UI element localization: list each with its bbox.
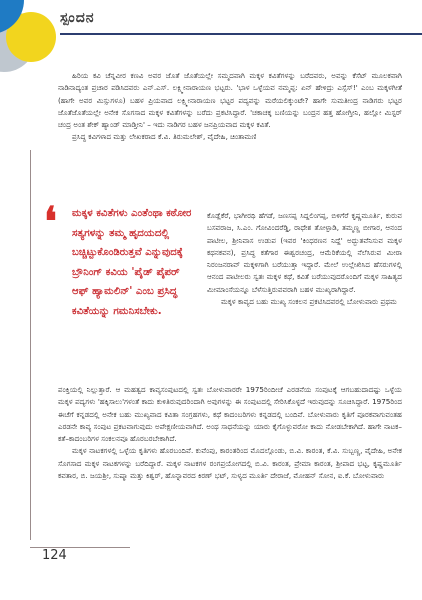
intro-paragraph-2: ಪ್ರಸಿದ್ಧ ಕವಿಗಳಾದ ಮತ್ತು ಲೇಖಕರಾದ ಕೆ.ವಿ. ತಿರುಮಲೇಶ್, ವೈದೇಹಿ, ಚಿಂತಾಮಣಿ xyxy=(72,132,257,142)
quote-mark-icon: ❛ xyxy=(44,198,57,245)
main-text xyxy=(58,384,402,482)
intro-paragraph-1: ಹಿರಿಯ ಕವಿ ಚೆನ್ನವೀರ ಕಣವಿ ಅವರ ಜೊತೆ ಜೊತೆಯಲ್ಲೇ ಸಮ್ಮದವಾಗಿ ಮಕ್ಕಳ ಕವಿತೆಗಳನ್ನು ಬರೆದವರು, ಅವನ್ನು ಕೆಸೆಟ್ ಮೂಲಕವಾಗಿ ನಾಡಿನಾದ್ಯಂತ ಪ್ರಚಾರ ಪಡಿಸಿದವರು ಎನ್.ಎಸ್. ಲಕ್ಷ್ಮೀನಾರಾಯಣ ಭಟ್ಟರು. 'ಭಾಳ ಒಳ್ಳೆಯವ ನಮ್ಮಪ್ಪ: ಏನ್ ಹೇಳಿದ್ರು ಎಸ್ಸೆಸ್!' ಎಂಬ ಮಕ್ಕಳಗೀತೆ (ಹಾಗೇ ಅವರ ಮಿಸ್ಸುಗಳೂ) ಬಹಳ ಪ್ರಿಯವಾದ ಲಕ್ಷ್ಮೀನಾರಾಯಣ ಭಟ್ಟರ ಪದ್ಯವನ್ನು ಮರೆಯಲಿಕ್ಕುಂಟೇ? ಹಾಗೇ ಸುಮತೀಂದ್ರ ನಾಡಿಗರು ಭಟ್ಟರ ಜೊತೆಜೊತೆಯಲ್ಲೇ ಅನೇಕ ಸೊಗಸಾದ ಮಕ್ಕಳ ಕವಿತೆಗಳನ್ನು ಬರೆದು ಪ್ರಕಟಿಸಿದ್ದಾರೆ. 'ಚಕಾಚಕ್ಕ ಬಣಿಯನ್ನು ಬಂದ್ರನ ಹತ್ತ ಹೋಗ್ತೀನಿ, ಹಲ್ಲೋ ಮಿಸ್ಟರ್ ಚಂದ್ರ ಅಂತ ಶೇಕ್ ಹ್ಯಾಂಡ್ ಮಾಡ್ತೀನಿ' – ಇದು ನಾಡಿಗರ ಬಹಳ ಜನಪ್ರಿಯವಾದ ಮಕ್ಕಳ ಕವಿತೆ. xyxy=(58,71,402,130)
right-column-paragraph-1: ಕೊಡ್ಲೆಕೆರೆ, ಭಾಗೀರಥಿ ಹೆಗಡೆ, ಜಣಸಪ್ಪ ಸಿದ್ದಲಿಂಗಪ್ಪ, ಬಿಳಿಗೆರೆ ಕೃಷ್ಣಮೂರ್ತಿ, ಕುರುವ ಬಸವರಾಜ, ಸಿ.ಎಂ. ಗೋವಿಂದರೆಡ್ಡಿ, ರಾಧೇಶ ತೋಳ್ಪಾಡಿ, ತಮ್ಮಣ್ಣ ಬೀಗಾರ, ಆನಂದ ಪಾಟೀಲ, ಶ್ರೀನಿವಾಸ ಉಡುಪ (ಇವರ 'ಕಿಂಧರಣನ ನಿದ್ದೆ' ಅದ್ಭುತವೆನಿಸುವ ಮಕ್ಕಳ ಕಥನಕವನ), ಪ್ರಸಿದ್ಧ ಕತೆಗಾರ ಈಶ್ವರಚಂದ್ರ, ಆಮೆರಿಕೆಯಲ್ಲಿ ನೆಲೆಸಿರುವ ಮೀರಾ ನಿರಂಜನರಾವ್ ಮಕ್ಕಳಿಗಾಗಿ ಬರೆಯುತ್ತಾ ಇದ್ದಾರೆ. ಮೇಲೆ ಉಲ್ಲೇಖಿಸಿದ ಹೆಸರುಗಳಲ್ಲಿ ಆನಂದ ಪಾಟೀಲರು ಸ್ವತಃ ಮಕ್ಕಳ ಕಥೆ, ಕವಿತೆ ಬರೆಯುವುದರೊಂದಿಗೆ ಮಕ್ಕಳ ಸಾಹಿತ್ಯದ ಮೀಮಾಂಸೆಯನ್ನೂ ಬೆಳೆಸುತ್ತಿರುವವರಾಗಿ ಬಹಳ ಮುಖ್ಯರಾಗಿದ್ದಾರೆ. xyxy=(207,211,402,294)
main-paragraph-2: ಮಕ್ಕಳ ನಾಟಕಗಳಲ್ಲಿ ಒಳ್ಳೆಯ ಕೃತಿಗಳು ಹೊರಬಂದಿವೆ. ಕುವೆಂಪು, ಕಾರಂತರಿಂದ ಮೊದಲ್ಗೊಂಡು, ಬಿ.ವಿ. ಕಾರಂತ, ಕೆ.ವಿ. ಸುಬ್ಬಣ್ಣ, ವೈದೇಹಿ, ಅನೇಕ ಸೊಗಸಾದ ಮಕ್ಕಳ ನಾಟಕಗಳನ್ನು ಬರೆದಿದ್ದಾರೆ. ಮಕ್ಕಳ ನಾಟಕಗಳ ರಂಗಪ್ರಯೋಗದಲ್ಲಿ ಬಿ.ವಿ. ಕಾರಂತ, ಪ್ರೇಮಾ ಕಾರಂತ, ಶ್ರೀಪಾದ ಭಟ್ಟ, ಕೃಷ್ಣಮೂರ್ತಿ ಕವತಾರ, ಬಿ. ಜಯಶ್ರೀ, ಸುಷ್ಮಾ ಮತ್ತು ಕಿಶ್ವರ್, ಹೊನ್ನಾವರದ ಕಿರಣ್ ಭಟ್, ಸುಳ್ಯದ ಮೂರ್ತಿ ದೇರಾಜೆ, ಮೋಹನ್ ಸೋನ, ಐ.ಕೆ. ಬೋಳುವಾರು xyxy=(58,446,402,481)
right-column-paragraph-2: ಮಕ್ಕಳ ಕಾವ್ಯದ ಬಹು ಮುಖ್ಯ ಸಂಕಲನ ಪ್ರಕಟಿಸಿದವರಲ್ಲಿ ಬೋಳುವಾರು ಪ್ರಥಮ xyxy=(221,297,397,307)
pull-quote: ಮಕ್ಕಳ ಕವಿತೆಗಳು ಎಂತೆಂಥಾ ಕಠೋರ ಸತ್ಯಗಳನ್ನು ತಮ್ಮ ಹೃದಯದಲ್ಲಿ ಬಚ್ಚಿಟ್ಟುಕೊಂಡಿರುತ್ತವೆ ಎನ್ನುವುದಕ್ಕೆ ಬ್ರೌನಿಂಗ್ ಕವಿಯ 'ಪೈಡ್ ಪೈಪರ್ ಆಫ್ ಹ್ಯಾಮಲಿನ್' ಎಂಬ ಪ್ರಸಿದ್ಧ ಕವಿತೆಯನ್ನು ಗಮನಿಸಬೇಕು. xyxy=(72,208,192,317)
header-rule xyxy=(60,33,422,35)
right-column-text xyxy=(207,210,402,308)
main-paragraph-1: ಪಂಕ್ತಿಯಲ್ಲಿ ನಿಲ್ಲುತ್ತಾರೆ. ಆ ಮಹತ್ವದ ಕಾವ್ಯಸಂಪುಟದಲ್ಲಿ ಸ್ವತಃ ಬೋಳುವಾರರೇ 1975ರಿಂದೀಚೆ ಎರಡನೆಯ ಸಂಪುಟಕ್ಕೆ ಆಗಬಹುದಾದಷ್ಟು ಒಳ್ಳೆಯ ಮಕ್ಕಳ ಪದ್ಯಗಳು 'ಹಕ್ಕಿಸಾಲು'ಗಳಂತೆ ಕಾದು ಕುಳಿತಿರುವುದರಿಂದಾಗಿ ಅವುಗಳನ್ನು ಈ ಸಂಪುಟದಲ್ಲಿ ಸೇರಿಸಿಕೊಳ್ಳದೆ ಇರುವುದನ್ನು ಸೂಚಿಸಿದ್ದಾರೆ. 1975ರಿಂದ ಈಚೆಗೆ ಕನ್ನಡದಲ್ಲಿ ಅನೇಕ ಬಹು ಮುಖ್ಯವಾದ ಕವಿತಾ ಸಂಗ್ರಹಗಳು, ಕಥೆ ಕಾದಂಬರಿಗಳು ಕನ್ನಡದಲ್ಲಿ ಬಂದಿವೆ. ಬೋಳುವಾರು ಕೃತಿಗೆ ಪೂರಕವಾಗುವಂತಹ ಎರಡನೇ ಕಾವ್ಯ ಸಂಪುಟ ಪ್ರಕಟವಾಗುವುದು ಅಪೇಕ್ಷಣೀಯವಾಗಿದೆ. ಅಂಥ ಸಾಧನೆಯನ್ನು ಯಾರು ಕೈಗೊಳ್ಳುವರೋ ಕಾದು ನೋಡಬೇಕಾಗಿದೆ. ಹಾಗೇ ನಾಟಕ–ಕತೆ–ಕಾದಂಬರಿಗಳ ಸಂಕಲನವೂ ಹೊರಬರಬೇಕಾಗಿದೆ. xyxy=(58,385,402,444)
intro-text xyxy=(58,70,402,144)
side-rule xyxy=(30,150,31,540)
page-number: 124 xyxy=(42,548,67,563)
section-title: ಸ್ಪಂದನ xyxy=(60,10,95,26)
